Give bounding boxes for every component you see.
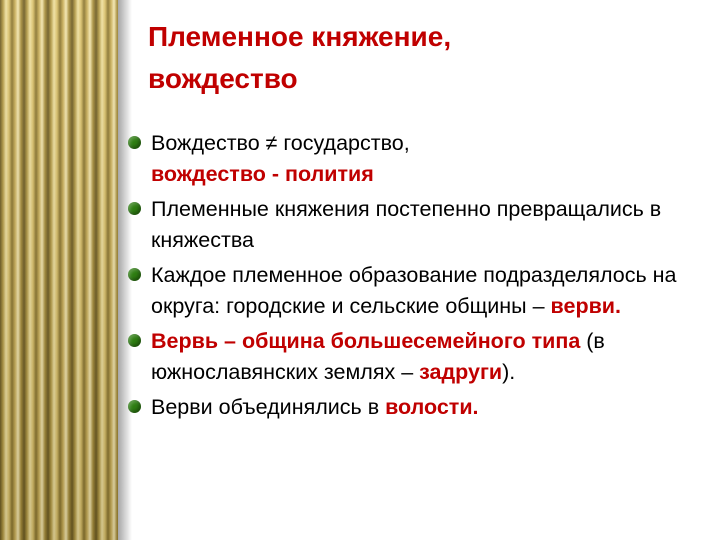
slide-title-line1: Племенное княжение, [148,21,452,52]
slide-title [148,16,688,100]
bullet-text: ). [502,360,516,384]
decorative-gold-panel [0,0,118,540]
bullet-highlight: Вервь – община большесемейного типа [151,329,581,353]
bullet-text: Верви объединялись в [151,395,386,419]
bullet-highlight: задруги [419,360,503,384]
bullet-item [127,128,707,190]
bullet-item [127,326,707,388]
bullet-dot-icon [128,202,141,215]
bullet-text: Племенные княжения постепенно превращались в княжества [151,197,662,252]
bullet-list [127,128,707,427]
bullet-highlight: вождество - полития [151,162,374,186]
slide-title-line2: вождество [148,63,298,94]
bullet-dot-icon [128,400,141,413]
bullet-text: Каждое племенное образование подразделялось на округа: городские и сельские общины – [151,263,677,318]
bullet-item [127,260,707,322]
bullet-text: Вождество ≠ государство, [151,131,410,155]
bullet-item [127,194,707,256]
bullet-item [127,392,707,423]
bullet-dot-icon [128,268,141,281]
bullet-dot-icon [128,136,141,149]
bullet-dot-icon [128,334,141,347]
bullet-text: (в южнославянских землях – [151,329,605,384]
bullet-highlight: волости. [385,395,479,419]
bullet-highlight: верви. [550,294,621,318]
